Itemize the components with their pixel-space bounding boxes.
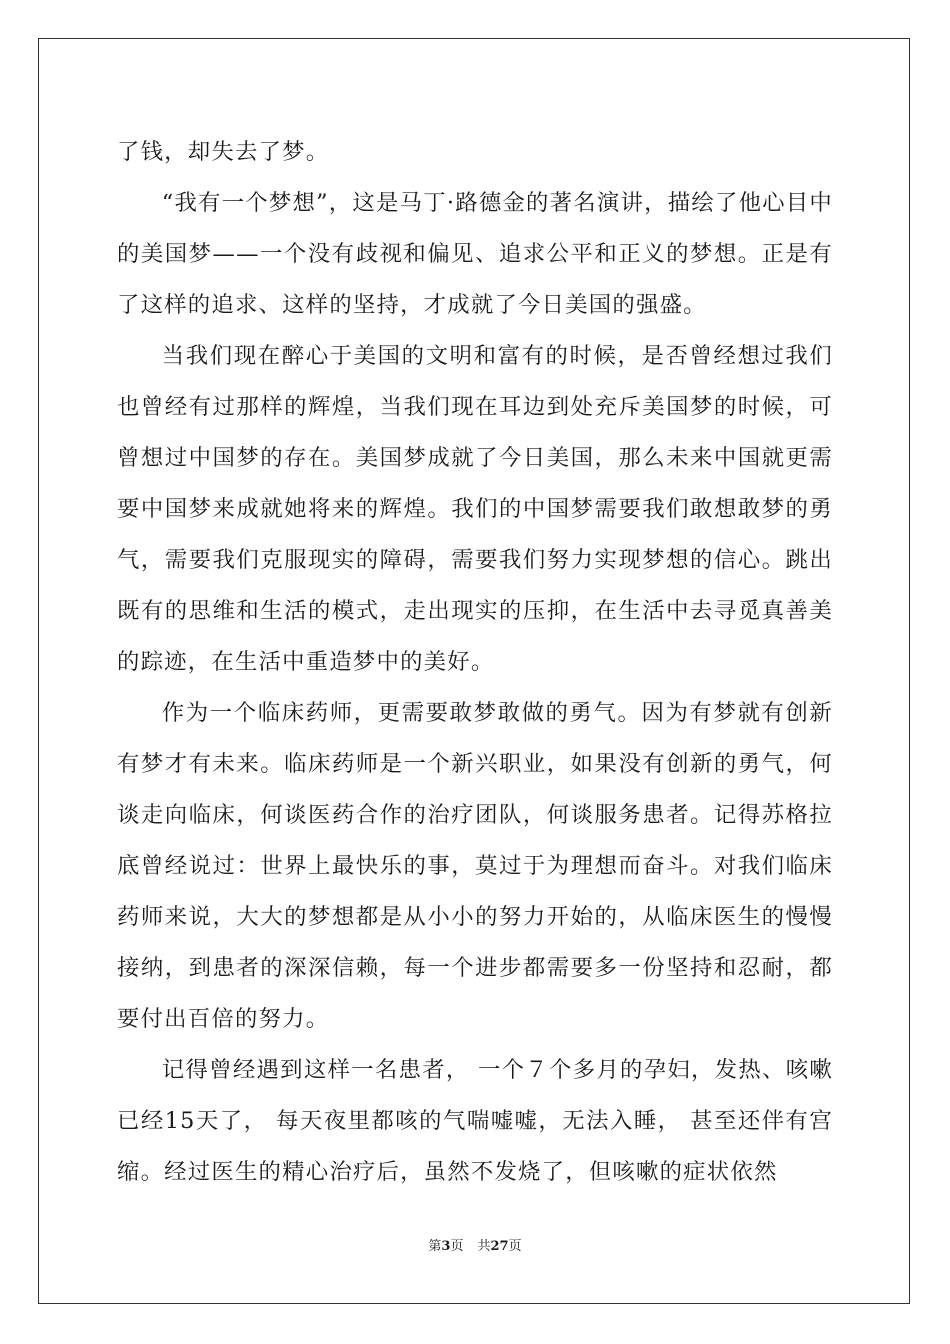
total-prefix: 共 (477, 1239, 491, 1254)
page-prefix: 第 (428, 1239, 442, 1254)
paragraph-5: 记得曾经遇到这样一名患者， 一个７个多月的孕妇，发热、咳嗽已经15天了， 每天夜里都咳的气喘嘘嘘，无法入睡， 甚至还伴有宫缩。经过医生的精心治疗后，虽然不发烧了，但咳嗽的症状依然 (117, 1057, 833, 1185)
page-unit: 页 (450, 1239, 464, 1254)
total-unit: 页 (508, 1239, 522, 1254)
page-footer (0, 1235, 950, 1254)
document-body (117, 127, 833, 1198)
paragraph-3: 当我们现在醉心于美国的文明和富有的时候，是否曾经想过我们也曾经有过那样的辉煌，当我们现在耳边到处充斥美国梦的时候，可曾想过中国梦的存在。美国梦成就了今日美国，那么未来中国就更需要中国梦来成就她将来的辉煌。我们的中国梦需要我们敢想敢梦的勇气，需要我们克服现实的障碍，需要我们努力实现梦想的信心。跳出既有的思维和生活的模式，走出现实的压抑，在生活中去寻觅真善美的踪迹，在生活中重造梦中的美好。 (117, 343, 833, 675)
paragraph-2: “我有一个梦想”，这是马丁·路德金的著名演讲，描绘了他心目中的美国梦——一个没有歧视和偏见、追求公平和正义的梦想。正是有了这样的追求、这样的坚持，才成就了今日美国的强盛。 (117, 190, 833, 318)
paragraph-4: 作为一个临床药师，更需要敢梦敢做的勇气。因为有梦就有创新有梦才有未来。临床药师是一个新兴职业，如果没有创新的勇气，何谈走向临床，何谈医药合作的治疗团队，何谈服务患者。记得苏格拉底曾经说过：世界上最快乐的事，莫过于为理想而奋斗。对我们临床药师来说，大大的梦想都是从小小的努力开始的，从临床医生的慢慢接纳，到患者的深深信赖，每一个进步都需要多一份坚持和忍耐，都要付出百倍的努力。 (117, 700, 833, 1032)
paragraph-1: 了钱，却失去了梦。 (117, 139, 330, 165)
current-page-number: 3 (441, 1239, 451, 1254)
total-page-number: 27 (490, 1239, 509, 1254)
